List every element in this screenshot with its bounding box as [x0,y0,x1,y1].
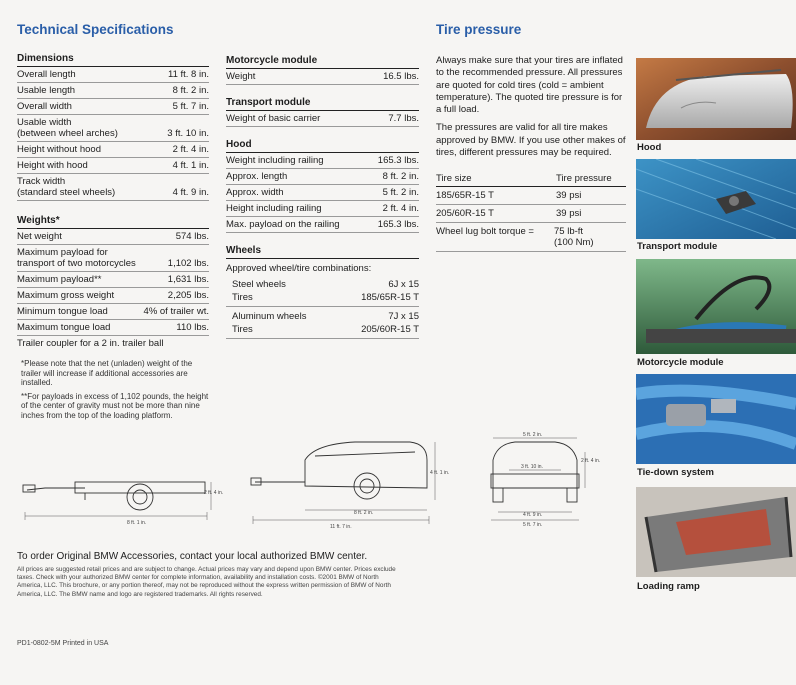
spec-value: 4 ft. 9 in. [172,187,209,198]
hood-heading: Hood [226,139,419,153]
hood-caption: Hood [637,142,662,153]
spec-label: Height with hood [17,160,88,171]
spec-row [226,69,419,85]
steel-wheels-value: 6J x 15 [388,279,419,290]
spec-label: Track width (standard steel wheels) [17,176,116,198]
spec-label: Height without hood [17,144,101,155]
transport-module-heading: Transport module [226,97,419,111]
spec-row [226,201,419,217]
footer-order-text: To order Original BMW Accessories, contact your local authorized BMW center. [17,551,368,562]
wheels-heading: Wheels [226,245,419,259]
tire-size: 185/65R-15 T [436,190,494,202]
alu-tires-row [226,323,419,339]
spec-row [226,185,419,201]
alu-wheels-value: 7J x 15 [388,311,419,322]
spec-value: 2,205 lbs. [167,290,209,301]
tire-pressure-column [436,55,626,252]
steel-tires-value: 185/65R-15 T [361,292,419,303]
spec-label: Usable length [17,85,76,96]
rear-height-label: 2 ft. 4 in. [581,458,601,464]
spec-value: 3 ft. 10 in. [167,128,209,139]
spec-column-1 [17,53,209,420]
spec-value: 2 ft. 4 in. [382,203,419,214]
steel-tires-row [226,291,419,307]
weights-note-1: *Please note that the net (unladen) weight of the trailer will increase if additional accessories are installed. [21,359,193,387]
hooded-side-drawing [251,442,427,499]
steel-wheels-label: Steel wheels [232,279,286,290]
tire-row [436,187,626,205]
spec-label: Weight of basic carrier [226,113,321,124]
spec-value: 165.3 lbs. [377,155,419,166]
motorcycle-module-heading: Motorcycle module [226,55,419,69]
spec-label: Weight [226,71,256,82]
spec-value: 11 ft. 8 in. [167,69,209,80]
spec-label: Maximum payload for transport of two motorcycles [17,247,136,269]
spec-value: 4 ft. 1 in. [172,160,209,171]
transport-module-table [226,111,419,127]
spec-label: Net weight [17,231,62,242]
spec-value: 574 lbs. [175,231,209,242]
spec-row [17,115,209,142]
trailer-dimension-diagrams [15,430,615,535]
alu-wheels-row [226,307,419,323]
tire-row [436,205,626,223]
print-code: PD1-0802-5M Printed in USA [17,640,109,647]
tire-size-header: Tire size [436,173,472,185]
steel-tires-label: Tires [232,292,253,303]
tire-para-1: Always make sure that your tires are inflated to the recommended pressure. All pressures are quoted for cold tires (cold = ambient temperature). The quoted tire pressure is for a full load. [436,55,623,116]
spec-value: 2 ft. 4 in. [172,144,209,155]
spec-label: Overall length [17,69,76,80]
spec-row [17,67,209,83]
spec-row [17,245,209,272]
ramp-caption: Loading ramp [637,581,700,592]
motorcycle-photo [636,259,796,354]
spec-row [17,304,209,320]
tire-pressure-title: Tire pressure [436,22,522,37]
hooded-overall-length-label: 11 ft. 7 in. [330,524,352,530]
weights-note-2: **For payloads in excess of 1,102 pounds, the height of the center of gravity must not be more than nine inches from the top of the loading platform. [21,391,209,420]
tire-para-2: The pressures are valid for all tire makes approved by BMW. If you use other makes of tires, different pressures may be required. [436,122,626,159]
spec-row [17,174,209,201]
spec-label: Overall width [17,101,72,112]
weights-heading: Weights* [17,215,209,229]
spec-row [17,272,209,288]
steel-wheels-row [226,278,419,291]
flatbed-height-label: 2 ft. 4 in. [204,490,224,496]
torque-value: 75 lb-ft (100 Nm) [554,226,594,249]
spec-value: 5 ft. 2 in. [382,187,419,198]
page-title: Technical Specifications [17,22,174,37]
wheels-intro: Approved wheel/tire combinations: [226,263,372,274]
ramp-photo [636,487,796,577]
alu-wheels-label: Aluminum wheels [232,311,307,322]
motorcycle-module-table [226,69,419,85]
weights-table [17,229,209,336]
spec-row [17,229,209,245]
tire-psi: 39 psi [556,190,582,202]
spec-value: 110 lbs. [176,322,209,333]
spec-value: 16.5 lbs. [383,71,419,82]
tire-psi: 39 psi [556,208,582,220]
tire-pressure-header: Tire pressure [556,173,612,185]
spec-value: 8 ft. 2 in. [172,85,209,96]
flatbed-length-label: 8 ft. 1 in. [127,520,147,526]
spec-label: Maximum tongue load [17,322,111,333]
spec-row [17,142,209,158]
hooded-height-label: 4 ft. 1 in. [430,470,450,476]
rear-view-drawing [491,442,579,502]
spec-row [17,99,209,115]
spec-row [226,111,419,127]
spec-value: 1,102 lbs. [167,258,209,269]
tiedown-caption: Tie-down system [637,467,714,478]
rear-top-width-label: 5 ft. 2 in. [523,432,543,438]
spec-row [17,320,209,336]
spec-value: 1,631 lbs. [167,274,209,285]
rear-track-label: 4 ft. 9 in. [523,512,543,518]
spec-label: Maximum gross weight [17,290,115,301]
spec-label: Max. payload on the railing [226,219,340,230]
tire-table-header [436,173,626,187]
spec-label: Minimum tongue load [17,306,108,317]
coupler-text: Trailer coupler for a 2 in. trailer ball [17,338,164,349]
dimensions-heading: Dimensions [17,53,209,67]
tiedown-photo [636,374,796,464]
spec-row [226,217,419,233]
spec-value: 4% of trailer wt. [143,306,209,317]
motorcycle-caption: Motorcycle module [637,357,724,368]
tire-table [436,187,626,223]
hooded-inner-length-label: 8 ft. 2 in. [354,510,374,516]
transport-caption: Transport module [637,241,718,252]
spec-column-2 [226,55,419,339]
rear-overall-width-label: 5 ft. 7 in. [523,522,543,528]
spec-value: 165.3 lbs. [377,219,419,230]
hood-photo [636,58,796,140]
spec-label: Approx. length [226,171,288,182]
transport-photo [636,159,796,239]
torque-label: Wheel lug bolt torque = [436,226,534,238]
rear-inner-width-label: 3 ft. 10 in. [521,464,543,470]
spec-row [17,83,209,99]
tire-size: 205/60R-15 T [436,208,494,220]
spec-label: Usable width (between wheel arches) [17,117,118,139]
spec-value: 8 ft. 2 in. [382,171,419,182]
dimensions-table [17,67,209,201]
alu-tires-value: 205/60R-15 T [361,324,419,335]
spec-row [226,153,419,169]
spec-row [17,288,209,304]
hood-table [226,153,419,233]
flatbed-side-drawing [23,482,205,510]
spec-value: 7.7 lbs. [388,113,419,124]
spec-row [226,169,419,185]
alu-tires-label: Tires [232,324,253,335]
spec-label: Maximum payload** [17,274,102,285]
spec-label: Approx. width [226,187,284,198]
spec-label: Weight including railing [226,155,324,166]
torque-row [436,223,626,252]
spec-label: Height including railing [226,203,322,214]
footer-legal-text: All prices are suggested retail prices and are subject to change. Actual prices may vary and depend upon BMW center. Prices exclude taxes. Check with your authorized BMW center for complete information, availability and installation costs. ©2001 BMW of North America, LLC. This brochure, or any portion thereof, may not be reproduced without the express written permission of BMW of North America, LLC. The BMW name and logo are registered trademarks. All rights reserved. [17,566,396,598]
spec-value: 5 ft. 7 in. [172,101,209,112]
spec-row [17,158,209,174]
